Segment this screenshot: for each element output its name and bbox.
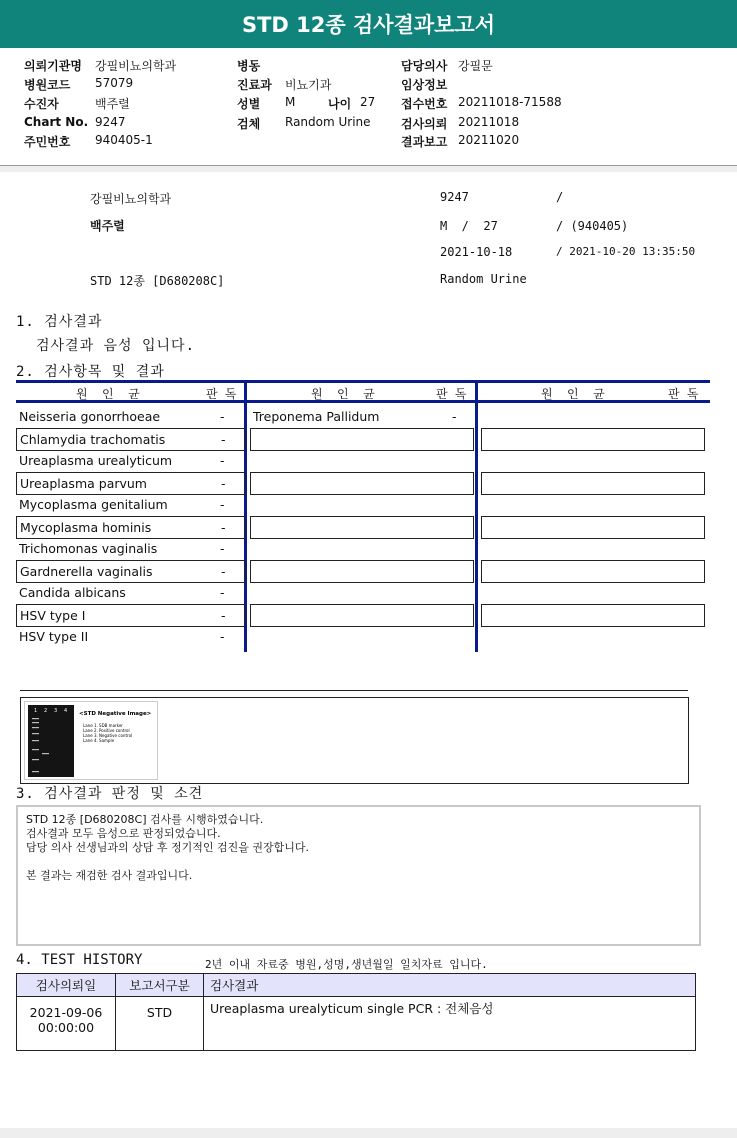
history-time: 00:00:00	[37, 1020, 95, 1035]
organism-name: Chlamydia trachomatis	[20, 432, 166, 447]
age-value: 27	[360, 95, 376, 109]
result-row	[16, 604, 245, 627]
result-row	[16, 494, 243, 515]
organism-result: -	[220, 409, 225, 424]
organism-result: -	[221, 608, 226, 623]
section1-result: 검사결과 음성 입니다.	[36, 338, 196, 354]
organism-name: Neisseria gonorrhoeae	[19, 409, 161, 424]
result-row	[481, 428, 705, 451]
section1-heading: 1. 검사결과	[16, 314, 103, 330]
patient-chart: 9247	[440, 190, 469, 204]
history-type: STD	[116, 997, 204, 1051]
col2-header-judge: 판 독	[436, 387, 467, 401]
header-field-label: 성별	[237, 97, 261, 111]
patient-receive-date: 2021-10-18	[440, 245, 513, 259]
col1-header-name: 원 인 균	[76, 387, 140, 401]
organism-name: Ureaplasma parvum	[20, 476, 147, 491]
page-bottom-band	[0, 1128, 737, 1138]
gel-lane-label: 4	[64, 708, 68, 714]
organism-result: -	[220, 453, 225, 468]
header-field-label: 검체	[237, 117, 261, 131]
result-row	[250, 406, 472, 427]
header-field-value: 9247	[95, 115, 126, 129]
history-header-result: 검사결과	[204, 974, 696, 997]
organism-result: -	[221, 520, 226, 535]
result-row	[481, 582, 703, 603]
history-date-cell	[17, 997, 116, 1051]
result-row	[16, 428, 245, 451]
result-row	[481, 560, 705, 583]
header-field-label: 주민번호	[24, 135, 71, 149]
result-row	[250, 450, 472, 471]
result-row	[16, 406, 243, 427]
organism-name: HSV type I	[20, 608, 86, 623]
opinion-box	[16, 805, 701, 946]
history-result: Ureaplasma urealyticum single PCR : 전체음성	[204, 997, 696, 1051]
organism-name: Mycoplasma hominis	[20, 520, 152, 535]
gel-legend-item: Lane 3. Negative control	[83, 733, 133, 738]
header-field-label: 접수번호	[401, 97, 448, 111]
table-top-rule	[16, 380, 710, 383]
organism-name: Candida albicans	[19, 585, 126, 600]
header-field-label: Chart No.	[24, 115, 89, 129]
organism-result: -	[221, 432, 226, 447]
gel-band	[32, 722, 39, 723]
gel-band	[32, 771, 39, 772]
header-field-value: 백주렬	[95, 97, 130, 111]
gel-lane-label: 1	[34, 708, 38, 714]
organism-result: -	[220, 629, 225, 644]
gel-band	[32, 733, 39, 734]
header-field-label: 수진자	[24, 97, 59, 111]
result-row	[250, 560, 474, 583]
organism-result: -	[220, 585, 225, 600]
col2-header-name: 원 인 균	[311, 387, 375, 401]
organism-result: -	[221, 564, 226, 579]
result-row	[481, 494, 703, 515]
result-row	[16, 582, 243, 603]
organism-name: Gardnerella vaginalis	[20, 564, 153, 579]
header-field-value: 강필비뇨의학과	[95, 59, 177, 73]
result-row	[481, 406, 703, 427]
section4-heading: 4. TEST HISTORY	[16, 952, 143, 968]
header-field-value: Random Urine	[285, 115, 371, 129]
gel-band	[32, 749, 39, 750]
column-divider-2	[475, 380, 478, 652]
result-row	[16, 538, 243, 559]
patient-test: STD 12종 [D680208C]	[90, 274, 225, 288]
header-field-value: 강필문	[458, 59, 493, 73]
result-row	[16, 450, 243, 471]
patient-sex-age: M / 27	[440, 219, 498, 233]
organism-result: -	[221, 476, 226, 491]
header-field-label: 검사의뢰	[401, 117, 448, 131]
organism-name: Treponema Pallidum	[253, 409, 380, 424]
section3-heading: 3. 검사결과 판정 및 소견	[16, 786, 204, 802]
organism-result: -	[220, 541, 225, 556]
result-row	[481, 604, 705, 627]
history-note: 2년 이내 자료중 병원,성명,생년월일 일치자료 입니다.	[205, 958, 488, 971]
organism-name: HSV type II	[19, 629, 89, 644]
gel-lane-label: 3	[54, 708, 58, 714]
result-row	[250, 538, 472, 559]
result-row	[481, 516, 705, 539]
header-field-value: 20211018-71588	[458, 95, 562, 109]
result-row	[16, 472, 245, 495]
gel-lane-label: 2	[44, 708, 48, 714]
result-row	[16, 516, 245, 539]
result-row	[250, 494, 472, 515]
gel-photo	[25, 702, 157, 779]
header-info	[0, 48, 737, 165]
patient-report-datetime: / 2021-10-20 13:35:50	[556, 245, 696, 258]
result-row	[250, 582, 472, 603]
patient-clinic: 강필비뇨의학과	[90, 192, 172, 206]
header-field-label: 결과보고	[401, 135, 448, 149]
result-row	[16, 626, 243, 647]
col3-header-name: 원 인 균	[541, 387, 605, 401]
history-date: 2021-09-06	[29, 1005, 103, 1020]
header-field-value: 20211018	[458, 115, 520, 129]
gel-image-frame	[20, 697, 689, 784]
patient-id: / (940405)	[556, 219, 629, 233]
organism-result: -	[220, 497, 225, 512]
header-field-label: 병원코드	[24, 78, 71, 92]
patient-name: 백주렬	[90, 219, 125, 233]
history-table	[16, 973, 696, 1051]
gel-title: <STD Negative Image>	[79, 711, 152, 717]
header-field-label: 진료과	[237, 78, 272, 92]
gray-band	[0, 166, 737, 172]
age-label: 나이	[328, 97, 352, 111]
organism-name: Mycoplasma genitalium	[19, 497, 168, 512]
header-field-label: 임상정보	[401, 78, 448, 92]
gel-band	[32, 759, 39, 760]
report-title: STD 12종 검사결과보고서	[0, 0, 737, 48]
header-field-label: 의뢰기관명	[24, 59, 82, 73]
col3-header-judge: 판 독	[668, 387, 699, 401]
gel-band	[42, 753, 49, 754]
gel-legend-item: Lane 2. Positive control	[83, 728, 130, 733]
header-field-value: 57079	[95, 76, 134, 90]
header-field-label: 병동	[237, 59, 261, 73]
result-row	[481, 538, 703, 559]
gel-legend-item: Lane 1. SDB marker	[83, 723, 123, 728]
header-field-value: 비뇨기과	[285, 78, 332, 92]
organism-name: Ureaplasma urealyticum	[19, 453, 173, 468]
results-table	[16, 380, 710, 652]
header-field-value: M	[285, 95, 296, 109]
result-row	[250, 472, 474, 495]
gel-band	[32, 718, 39, 719]
result-row	[481, 450, 703, 471]
gel-band	[32, 727, 39, 728]
gel-legend-item: Lane 4. Sample	[83, 738, 115, 743]
history-header-date: 검사의뢰일	[17, 974, 116, 997]
col1-header-judge: 판 독	[206, 387, 237, 401]
history-row	[17, 997, 696, 1051]
gel-image-rule	[20, 690, 688, 691]
patient-specimen: Random Urine	[440, 272, 527, 286]
organism-result: -	[452, 409, 457, 424]
result-row	[250, 516, 474, 539]
opinion-text: STD 12종 [D680208C] 검사를 시행하였습니다. 검사결과 모두 음성으로 판정되었습니다. 담당 의사 선생님과의 상담 후 정기적인 검진을 권장합니다. 본 결과는 재검한 검사 결과입니다.	[26, 813, 309, 882]
history-header-row	[17, 974, 696, 997]
history-header-type: 보고서구분	[116, 974, 204, 997]
result-row	[250, 604, 474, 627]
gel-band	[32, 740, 39, 741]
patient-slash: /	[556, 190, 564, 204]
result-row	[481, 472, 705, 495]
gel-image	[24, 701, 158, 780]
header-field-value: 940405-1	[95, 133, 153, 147]
header-field-value: 20211020	[458, 133, 520, 147]
organism-name: Trichomonas vaginalis	[19, 541, 158, 556]
header-field-label: 담당의사	[401, 59, 448, 73]
section2-heading: 2. 검사항목 및 결과	[16, 364, 165, 380]
result-row	[16, 560, 245, 583]
result-row	[250, 428, 474, 451]
